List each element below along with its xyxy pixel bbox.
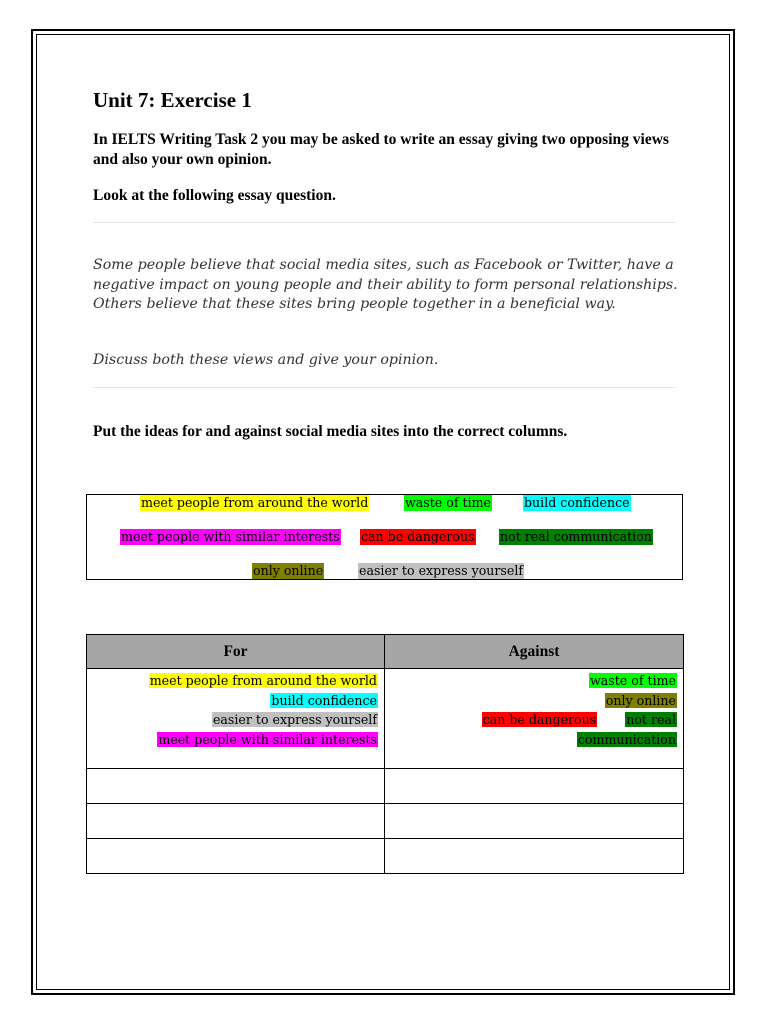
idea-chip[interactable]: build confidence	[524, 495, 630, 510]
idea-chip[interactable]: only online	[253, 563, 324, 578]
idea-chip[interactable]: waste of time	[405, 495, 491, 510]
idea-chip[interactable]: not real communication	[500, 529, 652, 544]
against-item[interactable]: can be dangerous	[482, 712, 597, 727]
idea-chip[interactable]: meet people with similar interests	[121, 529, 340, 544]
idea-chip[interactable]: can be dangerous	[361, 529, 475, 544]
for-item[interactable]: build confidence	[271, 692, 377, 708]
against-item[interactable]: not real	[626, 712, 676, 727]
look-instruction: Look at the following essay question.	[93, 187, 336, 204]
divider-top	[93, 222, 676, 223]
page-title: Unit 7: Exercise 1	[93, 88, 252, 112]
against-item[interactable]: communication	[577, 731, 676, 747]
task-instruction: Put the ideas for and against social media sites into the correct columns.	[93, 423, 568, 440]
discuss-prompt: Discuss both these views and give your opinion.	[93, 352, 439, 368]
header-for: For	[87, 635, 385, 669]
header-against: Against	[385, 635, 684, 669]
against-item[interactable]: waste of time	[590, 673, 676, 688]
empty-cell[interactable]	[87, 769, 385, 804]
for-cell[interactable]	[87, 669, 385, 769]
for-item[interactable]: meet people with similar interests	[158, 731, 377, 747]
empty-cell[interactable]	[87, 804, 385, 839]
intro-text: In IELTS Writing Task 2 you may be asked to write an essay giving two opposing views and also your own opinion.	[93, 131, 669, 168]
for-item[interactable]: meet people from around the world	[149, 673, 377, 688]
idea-chip[interactable]: easier to express yourself	[359, 563, 524, 578]
idea-chip[interactable]: meet people from around the world	[141, 495, 369, 510]
essay-question: Some people believe that social media sites, such as Facebook or Twitter, have a negative impact on young people and their ability to form personal relationships. Others believe that these sites bring people together in a beneficial way.	[93, 257, 678, 312]
divider-bottom	[93, 387, 676, 388]
against-cell[interactable]	[385, 669, 684, 769]
for-against-table	[86, 634, 684, 874]
empty-cell[interactable]	[385, 769, 684, 804]
empty-cell[interactable]	[385, 804, 684, 839]
for-item[interactable]: easier to express yourself	[212, 712, 377, 727]
ideas-box	[86, 494, 683, 580]
empty-cell[interactable]	[87, 839, 385, 874]
against-item[interactable]: only online	[605, 692, 676, 708]
empty-cell[interactable]	[385, 839, 684, 874]
